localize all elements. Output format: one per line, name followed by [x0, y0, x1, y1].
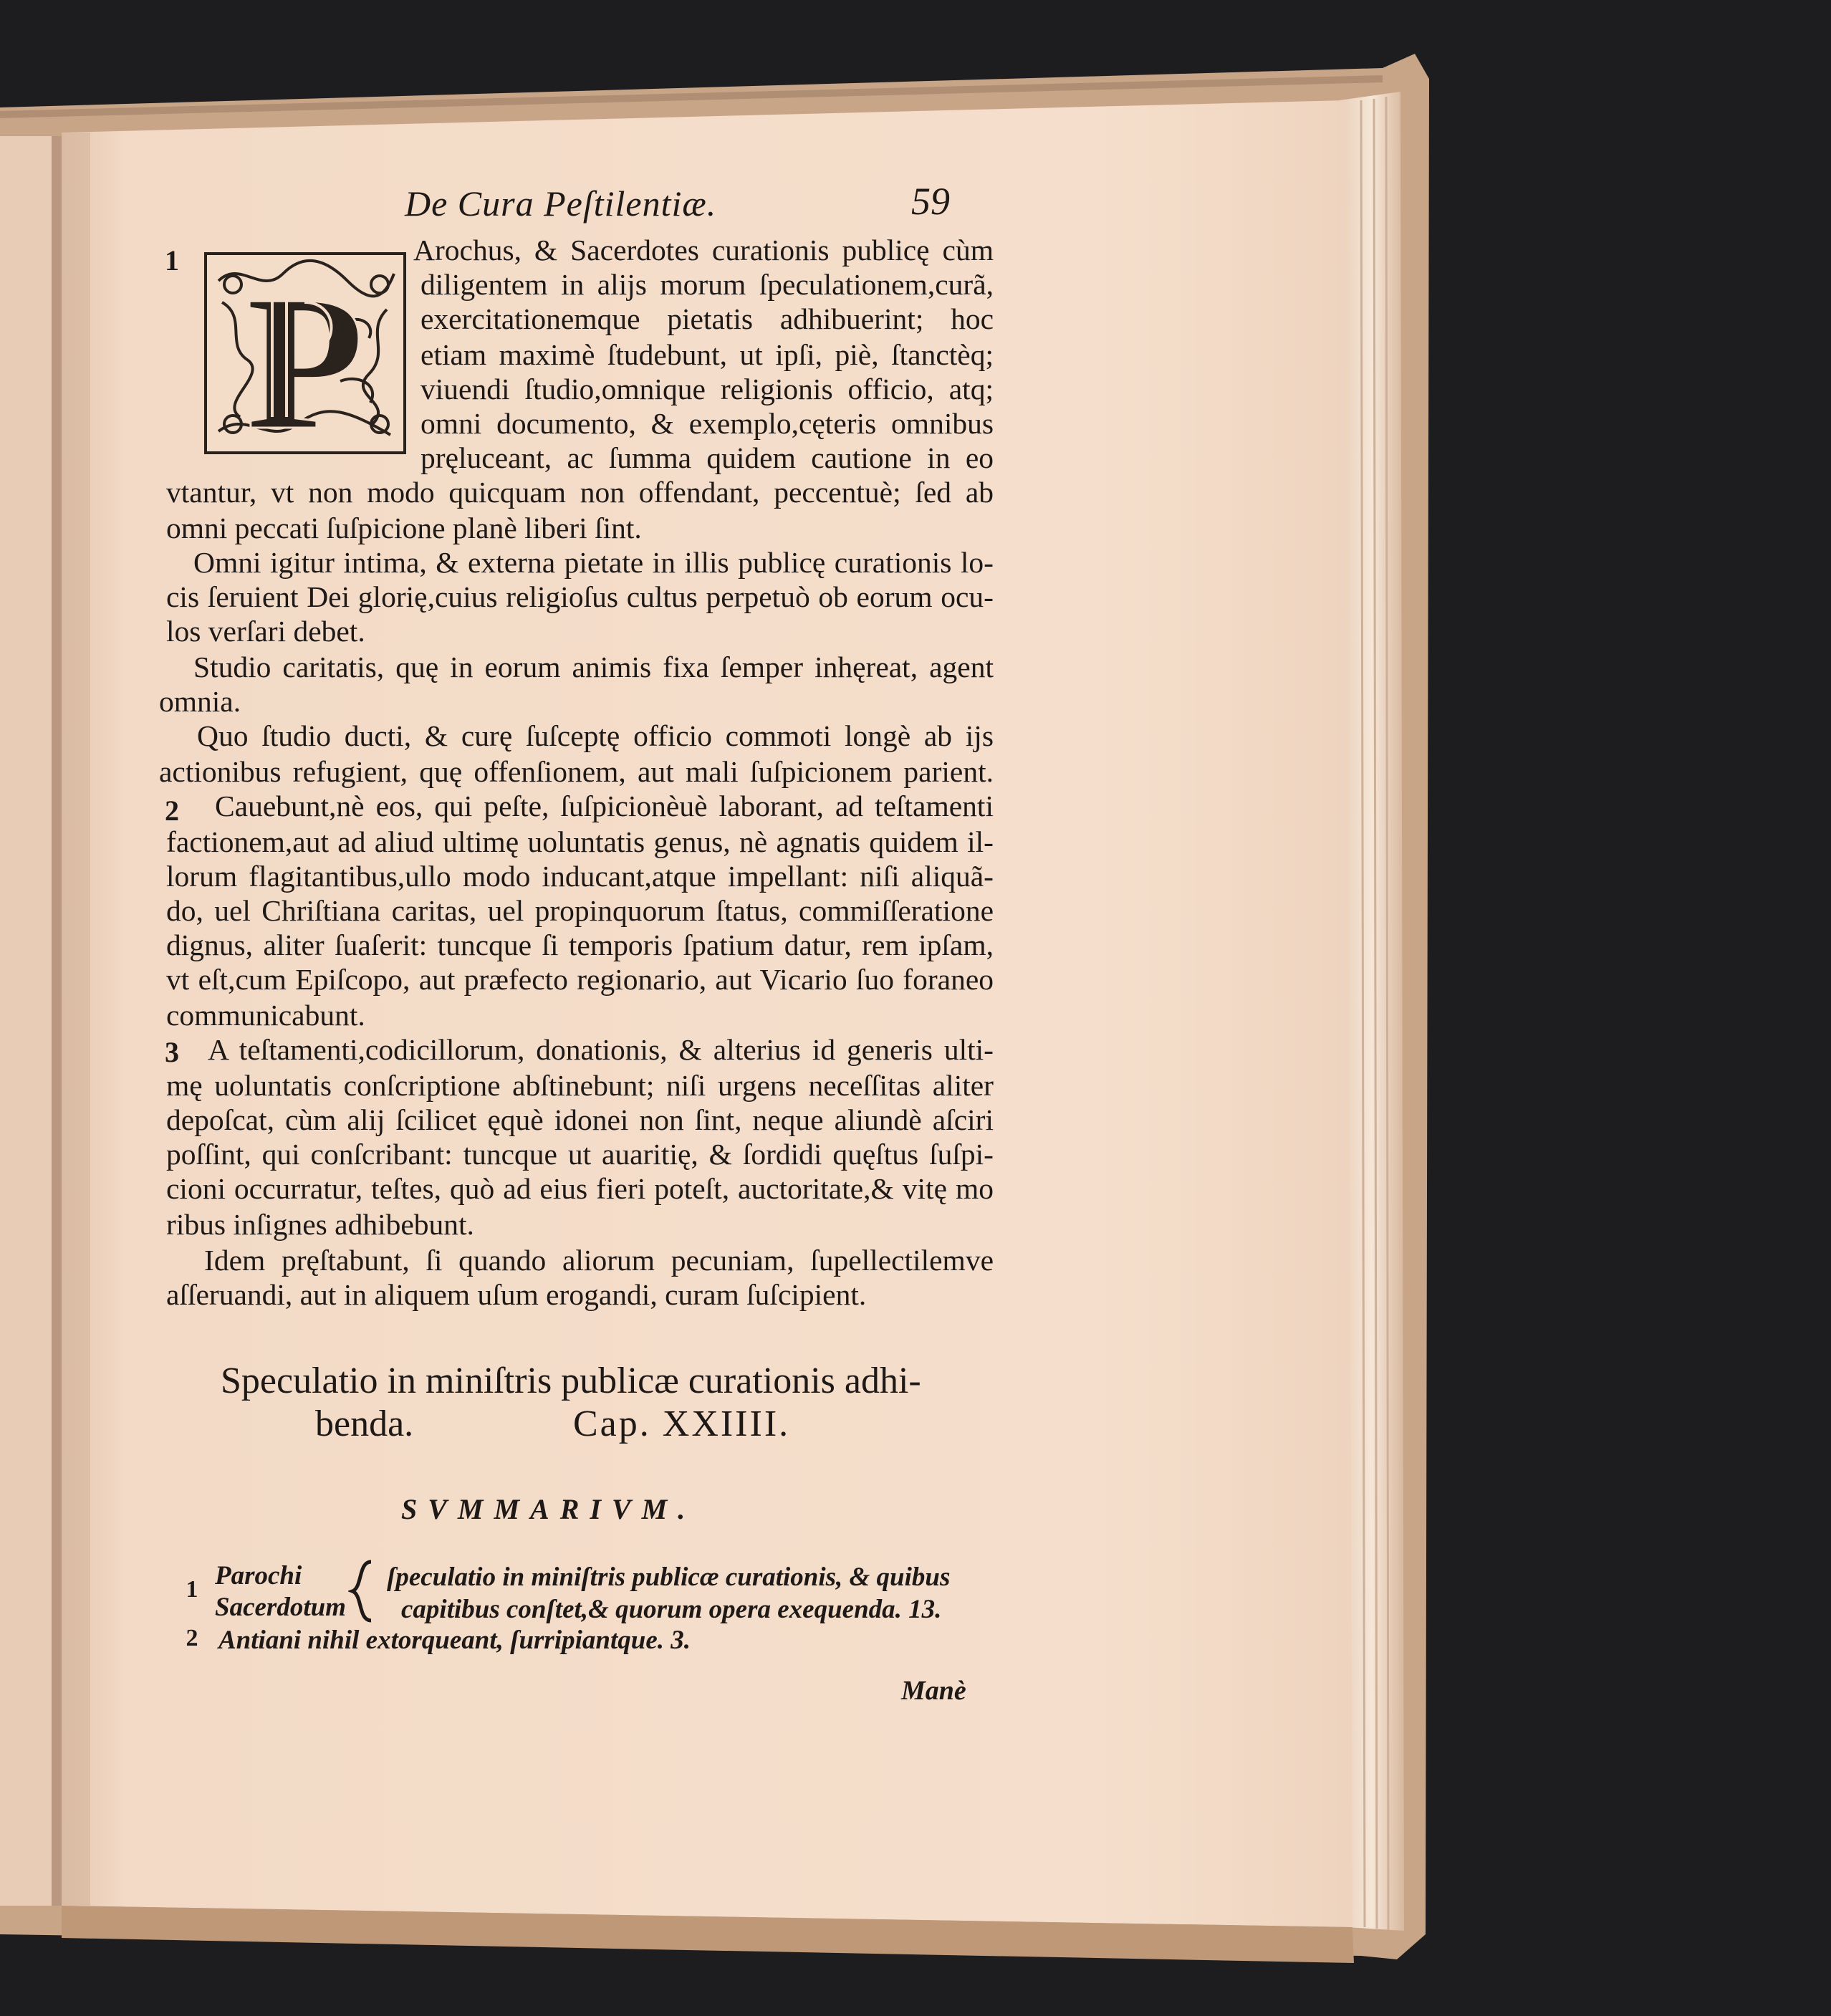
- text-line: los verſari debet.: [166, 615, 365, 648]
- text-line: Quo ſtudio ducti, & curę ſuſceptę officio commoti longè ab ijs: [197, 719, 994, 752]
- text-line: Cauebunt,nè eos, qui peſte, ſuſpicionèuè laborant, ad teſtamenti: [215, 789, 994, 822]
- summary-entry-text: Antiani nihil extorqueant, ſurripiantque. 3.: [218, 1626, 691, 1655]
- catchword: Manè: [901, 1676, 966, 1706]
- margin-number: 2: [165, 795, 179, 827]
- summary-entry-name: Sacerdotum: [215, 1593, 346, 1622]
- text-line: lorum flagitantibus,ullo modo inducant,atque impellant: niſi aliquã-: [166, 860, 994, 893]
- text-line: exercitationemque pietatis adhibuerint; hoc: [420, 302, 994, 335]
- text-line: omni peccati ſuſpicione planè liberi ſint.: [166, 512, 642, 544]
- text-line: Arochus, & Sacerdotes curationis publicę cùm: [413, 234, 994, 267]
- text-line: mę uoluntatis conſcriptione abſtinebunt; niſi urgens neceſſitas aliter: [166, 1069, 994, 1102]
- text-line: vtantur, vt non modo quicquam non offendant, peccentuè; ſed ab: [166, 476, 994, 509]
- brace-icon: [348, 1559, 377, 1623]
- text-line: omni documento, & exemplo,cęteris omnibus: [420, 407, 994, 440]
- summary-entry-name: Parochi: [215, 1561, 302, 1590]
- text-line: omnia.: [159, 685, 241, 718]
- text-line: actionibus refugient, quę offenſionem, aut mali ſuſpicionem parient.: [159, 755, 994, 788]
- text-line: Studio caritatis, quę in eorum animis fixa ſemper inhęreat, agent: [193, 651, 994, 683]
- ornamental-initial: [204, 252, 406, 454]
- text-line: ribus inſignes adhibebunt.: [166, 1208, 474, 1241]
- text-line: poſſint, qui conſcribant: tuncque ut auaritię, & ſordidi quęſtus ſuſpi-: [166, 1138, 994, 1171]
- summary-entry-text: capitibus conſtet,& quorum opera exequenda. 13.: [401, 1595, 942, 1624]
- text-line: Idem pręſtabunt, ſi quando aliorum pecuniam, ſupellectilemve: [204, 1244, 994, 1277]
- text-line: factionem,aut ad aliud ultimę uoluntatis genus, nè agnatis quidem il-: [166, 825, 994, 858]
- chapter-title-line1: Speculatio in miniſtris publicæ curationis adhi-: [221, 1360, 921, 1401]
- margin-number: 2: [186, 1625, 198, 1651]
- text-line: A teſtamenti,codicillorum, donationis, & alterius id generis ulti-: [208, 1033, 994, 1066]
- text-line: viuendi ſtudio,omnique religionis officio, atq;: [420, 373, 994, 405]
- text-line: do, uel Chriſtiana caritas, uel propinquorum ſtatus, commiſſeratione: [166, 894, 994, 927]
- margin-number: 3: [165, 1036, 179, 1068]
- text-line: cioni occurratur, teſtes, quò ad eius fieri poteſt, auctoritate,& vitę mo: [166, 1172, 994, 1205]
- text-line: vt eſt,cum Epiſcopo, aut præfecto regionario, aut Vicario ſuo foraneo: [166, 963, 994, 996]
- text-line: diligentem in alijs morum ſpeculationem,curã,: [420, 268, 994, 301]
- initial-letter: P: [246, 256, 365, 454]
- text-line: dignus, aliter ſuaſerit: tuncque ſi temporis ſpatium datur, rem ipſam,: [166, 928, 994, 961]
- summary-entry-text: ſpeculatio in miniſtris publicæ curationis, & quibus: [387, 1563, 951, 1592]
- text-line: Omni igitur intima, & externa pietate in illis publicę curationis lo-: [193, 546, 994, 579]
- chapter-title-line2-right: Cap. XXIIII.: [573, 1403, 791, 1444]
- text-line: aſſeruandi, aut in aliquem uſum erogandi, curam ſuſcipient.: [166, 1278, 867, 1311]
- text-line: pręluceant, ac ſumma quidem cautione in eo: [420, 441, 994, 474]
- margin-number: 1: [186, 1576, 198, 1603]
- page-number: 59: [911, 180, 950, 223]
- text-line: cis ſeruient Dei glorię,cuius religioſus cultus perpetuò ob eorum ocu-: [166, 580, 994, 613]
- text-line: communicabunt.: [166, 999, 365, 1032]
- margin-number: 1: [165, 244, 179, 277]
- running-head: De Cura Peſtilentiæ.: [405, 183, 717, 224]
- text-line: depoſcat, cùm alij ſcilicet ęquè idonei non ſint, neque aliundè aſciri: [166, 1103, 994, 1136]
- text-line: etiam maximè ſtudebunt, ut ipſi, piè, ſtanctèq;: [420, 338, 994, 371]
- chapter-title-line2-left: benda.: [315, 1403, 414, 1444]
- summarium-heading: SVMMARIVM.: [401, 1493, 696, 1525]
